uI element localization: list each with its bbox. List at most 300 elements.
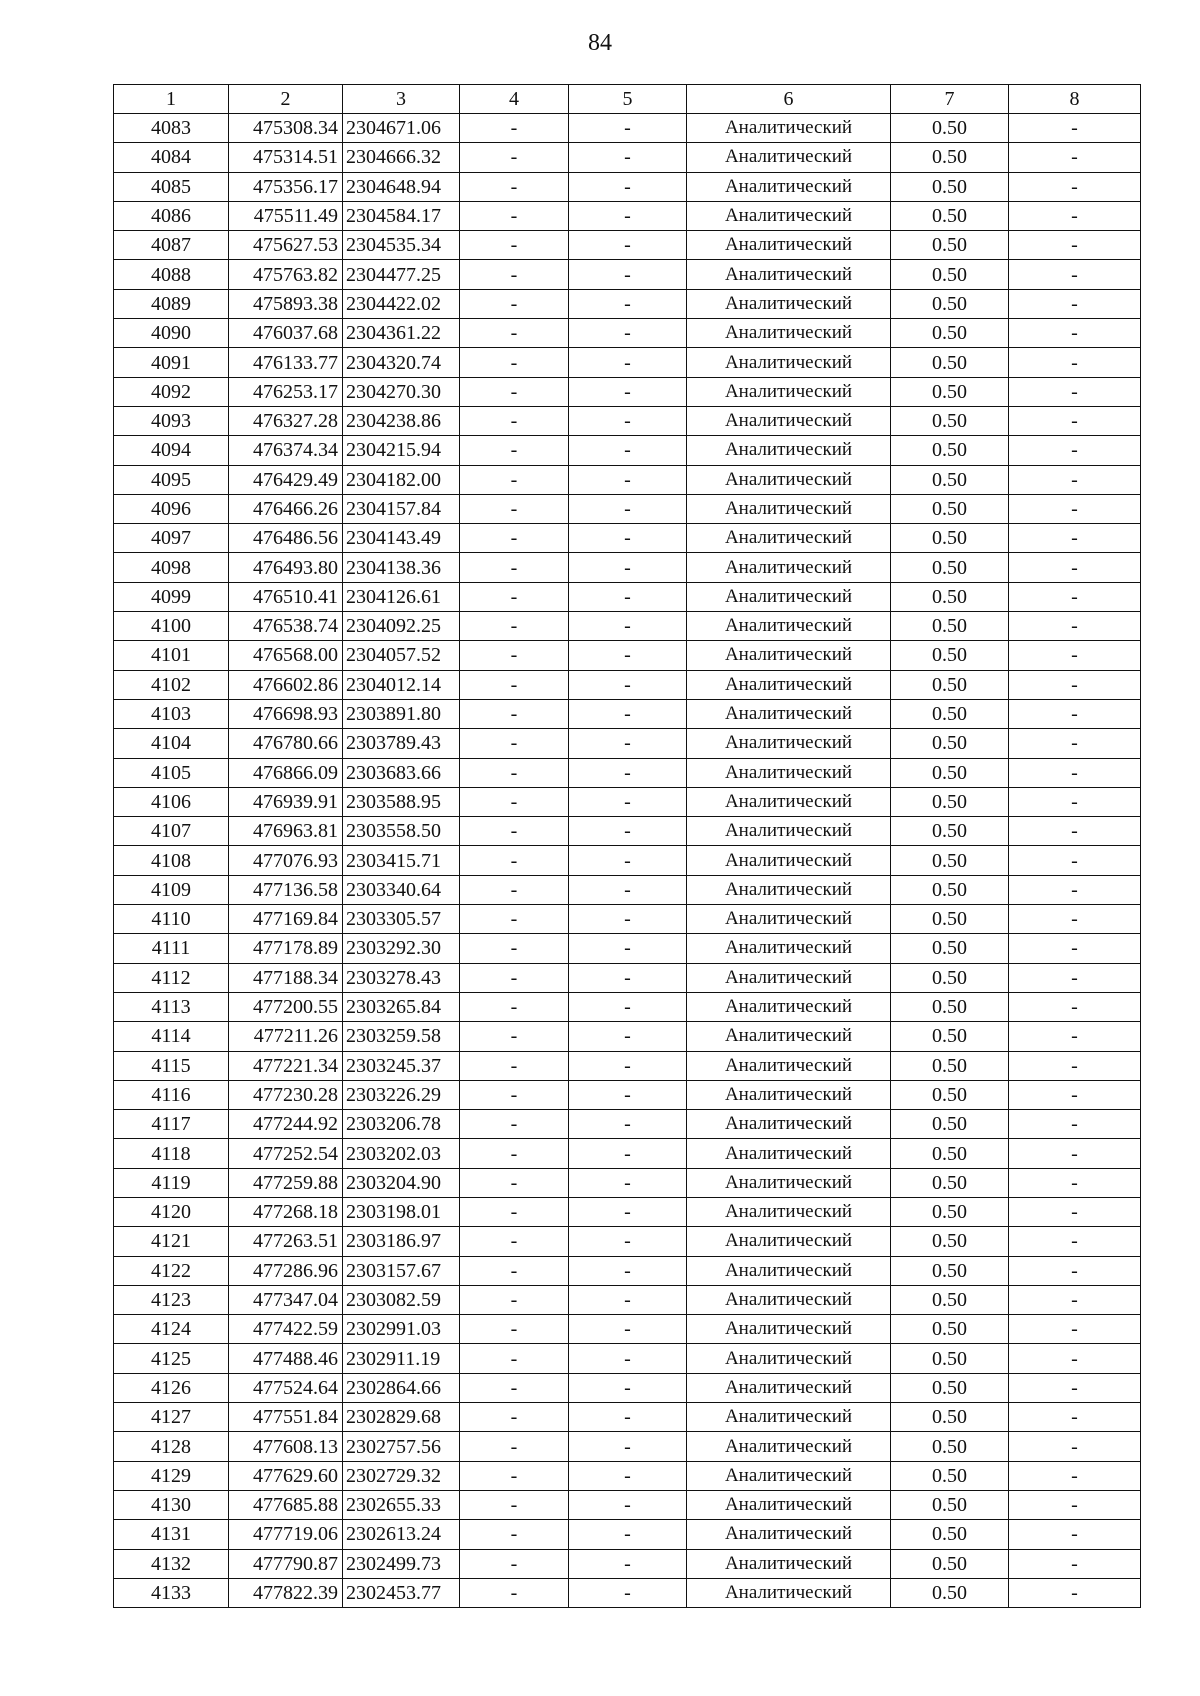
column-4-cell: - xyxy=(460,465,569,494)
method-cell: Аналитический xyxy=(687,1168,891,1197)
column-5-cell: - xyxy=(569,1227,687,1256)
accuracy-cell: 0.50 xyxy=(891,1490,1009,1519)
accuracy-cell: 0.50 xyxy=(891,1373,1009,1402)
column-5-cell: - xyxy=(569,1285,687,1314)
table-row xyxy=(114,1315,1141,1344)
y-coordinate-cell: 2304535.34 xyxy=(343,231,460,260)
column-4-cell: - xyxy=(460,494,569,523)
x-coordinate-cell: 477268.18 xyxy=(229,1197,343,1226)
table-row xyxy=(114,670,1141,699)
y-coordinate-cell: 2304215.94 xyxy=(343,436,460,465)
column-4-cell: - xyxy=(460,934,569,963)
y-coordinate-cell: 2303891.80 xyxy=(343,699,460,728)
table-row xyxy=(114,1403,1141,1432)
y-coordinate-cell: 2302453.77 xyxy=(343,1578,460,1607)
method-cell: Аналитический xyxy=(687,1461,891,1490)
point-number-cell: 4131 xyxy=(114,1520,229,1549)
column-4-cell: - xyxy=(460,1578,569,1607)
table-row xyxy=(114,641,1141,670)
x-coordinate-cell: 476866.09 xyxy=(229,758,343,787)
method-cell: Аналитический xyxy=(687,348,891,377)
column-5-cell: - xyxy=(569,582,687,611)
method-cell: Аналитический xyxy=(687,875,891,904)
accuracy-cell: 0.50 xyxy=(891,289,1009,318)
column-8-cell: - xyxy=(1009,1256,1141,1285)
column-8-cell: - xyxy=(1009,1080,1141,1109)
method-cell: Аналитический xyxy=(687,729,891,758)
point-number-cell: 4115 xyxy=(114,1051,229,1080)
accuracy-cell: 0.50 xyxy=(891,114,1009,143)
column-4-cell: - xyxy=(460,524,569,553)
point-number-cell: 4120 xyxy=(114,1197,229,1226)
column-5-cell: - xyxy=(569,670,687,699)
method-cell: Аналитический xyxy=(687,817,891,846)
point-number-cell: 4123 xyxy=(114,1285,229,1314)
accuracy-cell: 0.50 xyxy=(891,905,1009,934)
y-coordinate-cell: 2302757.56 xyxy=(343,1432,460,1461)
accuracy-cell: 0.50 xyxy=(891,1520,1009,1549)
table-row xyxy=(114,582,1141,611)
table-row xyxy=(114,1080,1141,1109)
table-row xyxy=(114,1549,1141,1578)
method-cell: Аналитический xyxy=(687,699,891,728)
x-coordinate-cell: 477685.88 xyxy=(229,1490,343,1519)
point-number-cell: 4093 xyxy=(114,406,229,435)
table-row xyxy=(114,231,1141,260)
accuracy-cell: 0.50 xyxy=(891,143,1009,172)
column-4-cell: - xyxy=(460,729,569,758)
accuracy-cell: 0.50 xyxy=(891,1168,1009,1197)
accuracy-cell: 0.50 xyxy=(891,934,1009,963)
column-5-cell: - xyxy=(569,1461,687,1490)
column-5-cell: - xyxy=(569,1549,687,1578)
column-5-cell: - xyxy=(569,875,687,904)
point-number-cell: 4097 xyxy=(114,524,229,553)
column-4-cell: - xyxy=(460,846,569,875)
column-8-cell: - xyxy=(1009,1490,1141,1519)
column-8-cell: - xyxy=(1009,260,1141,289)
method-cell: Аналитический xyxy=(687,1080,891,1109)
accuracy-cell: 0.50 xyxy=(891,582,1009,611)
column-5-cell: - xyxy=(569,1168,687,1197)
column-4-cell: - xyxy=(460,231,569,260)
accuracy-cell: 0.50 xyxy=(891,758,1009,787)
column-5-cell: - xyxy=(569,553,687,582)
point-number-cell: 4103 xyxy=(114,699,229,728)
y-coordinate-cell: 2303558.50 xyxy=(343,817,460,846)
table-row xyxy=(114,1227,1141,1256)
column-5-cell: - xyxy=(569,817,687,846)
method-cell: Аналитический xyxy=(687,201,891,230)
column-4-cell: - xyxy=(460,817,569,846)
x-coordinate-cell: 475356.17 xyxy=(229,172,343,201)
y-coordinate-cell: 2303265.84 xyxy=(343,992,460,1021)
y-coordinate-cell: 2302499.73 xyxy=(343,1549,460,1578)
table-row xyxy=(114,1432,1141,1461)
column-4-cell: - xyxy=(460,582,569,611)
column-5-cell: - xyxy=(569,787,687,816)
column-8-cell: - xyxy=(1009,289,1141,318)
column-8-cell: - xyxy=(1009,436,1141,465)
column-8-cell: - xyxy=(1009,905,1141,934)
column-5-cell: - xyxy=(569,1139,687,1168)
point-number-cell: 4090 xyxy=(114,319,229,348)
table-row xyxy=(114,1168,1141,1197)
column-5-cell: - xyxy=(569,1373,687,1402)
table-body xyxy=(114,114,1141,1608)
accuracy-cell: 0.50 xyxy=(891,963,1009,992)
column-5-cell: - xyxy=(569,612,687,641)
y-coordinate-cell: 2304270.30 xyxy=(343,377,460,406)
column-header-2: 2 xyxy=(229,85,343,114)
column-5-cell: - xyxy=(569,289,687,318)
point-number-cell: 4129 xyxy=(114,1461,229,1490)
table-row xyxy=(114,1051,1141,1080)
accuracy-cell: 0.50 xyxy=(891,729,1009,758)
table-row xyxy=(114,494,1141,523)
x-coordinate-cell: 476374.34 xyxy=(229,436,343,465)
column-8-cell: - xyxy=(1009,582,1141,611)
x-coordinate-cell: 475511.49 xyxy=(229,201,343,230)
column-8-cell: - xyxy=(1009,1227,1141,1256)
x-coordinate-cell: 477169.84 xyxy=(229,905,343,934)
method-cell: Аналитический xyxy=(687,905,891,934)
point-number-cell: 4128 xyxy=(114,1432,229,1461)
table-row xyxy=(114,1578,1141,1607)
x-coordinate-cell: 475314.51 xyxy=(229,143,343,172)
point-number-cell: 4095 xyxy=(114,465,229,494)
method-cell: Аналитический xyxy=(687,143,891,172)
accuracy-cell: 0.50 xyxy=(891,260,1009,289)
column-8-cell: - xyxy=(1009,1403,1141,1432)
column-4-cell: - xyxy=(460,1168,569,1197)
x-coordinate-cell: 477259.88 xyxy=(229,1168,343,1197)
point-number-cell: 4117 xyxy=(114,1110,229,1139)
method-cell: Аналитический xyxy=(687,1256,891,1285)
y-coordinate-cell: 2303415.71 xyxy=(343,846,460,875)
x-coordinate-cell: 477076.93 xyxy=(229,846,343,875)
column-5-cell: - xyxy=(569,1022,687,1051)
table-row xyxy=(114,846,1141,875)
column-header-7: 7 xyxy=(891,85,1009,114)
method-cell: Аналитический xyxy=(687,963,891,992)
point-number-cell: 4110 xyxy=(114,905,229,934)
y-coordinate-cell: 2304138.36 xyxy=(343,553,460,582)
point-number-cell: 4098 xyxy=(114,553,229,582)
column-8-cell: - xyxy=(1009,319,1141,348)
y-coordinate-cell: 2303789.43 xyxy=(343,729,460,758)
column-4-cell: - xyxy=(460,1461,569,1490)
method-cell: Аналитический xyxy=(687,992,891,1021)
y-coordinate-cell: 2302613.24 xyxy=(343,1520,460,1549)
accuracy-cell: 0.50 xyxy=(891,787,1009,816)
x-coordinate-cell: 477221.34 xyxy=(229,1051,343,1080)
x-coordinate-cell: 477422.59 xyxy=(229,1315,343,1344)
x-coordinate-cell: 476133.77 xyxy=(229,348,343,377)
x-coordinate-cell: 476327.28 xyxy=(229,406,343,435)
y-coordinate-cell: 2303202.03 xyxy=(343,1139,460,1168)
column-8-cell: - xyxy=(1009,348,1141,377)
method-cell: Аналитический xyxy=(687,1110,891,1139)
method-cell: Аналитический xyxy=(687,172,891,201)
table-row xyxy=(114,524,1141,553)
table-row xyxy=(114,553,1141,582)
column-4-cell: - xyxy=(460,1490,569,1519)
point-number-cell: 4107 xyxy=(114,817,229,846)
column-8-cell: - xyxy=(1009,1578,1141,1607)
x-coordinate-cell: 477488.46 xyxy=(229,1344,343,1373)
column-8-cell: - xyxy=(1009,817,1141,846)
y-coordinate-cell: 2303340.64 xyxy=(343,875,460,904)
column-header-3: 3 xyxy=(343,85,460,114)
coordinates-table xyxy=(113,84,1141,1608)
x-coordinate-cell: 476963.81 xyxy=(229,817,343,846)
column-5-cell: - xyxy=(569,963,687,992)
x-coordinate-cell: 477230.28 xyxy=(229,1080,343,1109)
point-number-cell: 4125 xyxy=(114,1344,229,1373)
accuracy-cell: 0.50 xyxy=(891,641,1009,670)
column-5-cell: - xyxy=(569,143,687,172)
column-5-cell: - xyxy=(569,905,687,934)
x-coordinate-cell: 476037.68 xyxy=(229,319,343,348)
x-coordinate-cell: 476429.49 xyxy=(229,465,343,494)
method-cell: Аналитический xyxy=(687,1373,891,1402)
column-4-cell: - xyxy=(460,1227,569,1256)
method-cell: Аналитический xyxy=(687,377,891,406)
table-row xyxy=(114,1022,1141,1051)
accuracy-cell: 0.50 xyxy=(891,875,1009,904)
x-coordinate-cell: 476602.86 xyxy=(229,670,343,699)
column-5-cell: - xyxy=(569,992,687,1021)
accuracy-cell: 0.50 xyxy=(891,817,1009,846)
accuracy-cell: 0.50 xyxy=(891,1403,1009,1432)
table-row xyxy=(114,934,1141,963)
column-5-cell: - xyxy=(569,260,687,289)
y-coordinate-cell: 2304092.25 xyxy=(343,612,460,641)
point-number-cell: 4100 xyxy=(114,612,229,641)
column-5-cell: - xyxy=(569,1110,687,1139)
column-8-cell: - xyxy=(1009,524,1141,553)
column-8-cell: - xyxy=(1009,787,1141,816)
column-5-cell: - xyxy=(569,231,687,260)
table-row xyxy=(114,905,1141,934)
point-number-cell: 4118 xyxy=(114,1139,229,1168)
method-cell: Аналитический xyxy=(687,1139,891,1168)
column-8-cell: - xyxy=(1009,231,1141,260)
y-coordinate-cell: 2304320.74 xyxy=(343,348,460,377)
column-5-cell: - xyxy=(569,641,687,670)
table-row xyxy=(114,817,1141,846)
accuracy-cell: 0.50 xyxy=(891,1432,1009,1461)
point-number-cell: 4126 xyxy=(114,1373,229,1402)
point-number-cell: 4122 xyxy=(114,1256,229,1285)
table-row xyxy=(114,699,1141,728)
accuracy-cell: 0.50 xyxy=(891,436,1009,465)
column-5-cell: - xyxy=(569,524,687,553)
y-coordinate-cell: 2303292.30 xyxy=(343,934,460,963)
x-coordinate-cell: 475893.38 xyxy=(229,289,343,318)
column-4-cell: - xyxy=(460,436,569,465)
method-cell: Аналитический xyxy=(687,260,891,289)
x-coordinate-cell: 477551.84 xyxy=(229,1403,343,1432)
accuracy-cell: 0.50 xyxy=(891,1139,1009,1168)
column-8-cell: - xyxy=(1009,465,1141,494)
table-header xyxy=(114,85,1141,114)
page-number: 84 xyxy=(588,30,612,56)
table-row xyxy=(114,1256,1141,1285)
y-coordinate-cell: 2302911.19 xyxy=(343,1344,460,1373)
column-4-cell: - xyxy=(460,1022,569,1051)
column-4-cell: - xyxy=(460,377,569,406)
y-coordinate-cell: 2304143.49 xyxy=(343,524,460,553)
column-4-cell: - xyxy=(460,963,569,992)
accuracy-cell: 0.50 xyxy=(891,1461,1009,1490)
accuracy-cell: 0.50 xyxy=(891,524,1009,553)
column-8-cell: - xyxy=(1009,143,1141,172)
column-8-cell: - xyxy=(1009,1432,1141,1461)
method-cell: Аналитический xyxy=(687,1520,891,1549)
table-row xyxy=(114,758,1141,787)
x-coordinate-cell: 477822.39 xyxy=(229,1578,343,1607)
header-row xyxy=(114,85,1141,114)
column-8-cell: - xyxy=(1009,1373,1141,1402)
accuracy-cell: 0.50 xyxy=(891,377,1009,406)
point-number-cell: 4127 xyxy=(114,1403,229,1432)
x-coordinate-cell: 477524.64 xyxy=(229,1373,343,1402)
x-coordinate-cell: 476538.74 xyxy=(229,612,343,641)
column-5-cell: - xyxy=(569,1578,687,1607)
method-cell: Аналитический xyxy=(687,582,891,611)
x-coordinate-cell: 476466.26 xyxy=(229,494,343,523)
column-4-cell: - xyxy=(460,670,569,699)
x-coordinate-cell: 477629.60 xyxy=(229,1461,343,1490)
column-header-6: 6 xyxy=(687,85,891,114)
method-cell: Аналитический xyxy=(687,524,891,553)
accuracy-cell: 0.50 xyxy=(891,231,1009,260)
method-cell: Аналитический xyxy=(687,319,891,348)
point-number-cell: 4101 xyxy=(114,641,229,670)
column-4-cell: - xyxy=(460,406,569,435)
point-number-cell: 4094 xyxy=(114,436,229,465)
accuracy-cell: 0.50 xyxy=(891,1227,1009,1256)
column-4-cell: - xyxy=(460,1432,569,1461)
point-number-cell: 4104 xyxy=(114,729,229,758)
y-coordinate-cell: 2302655.33 xyxy=(343,1490,460,1519)
accuracy-cell: 0.50 xyxy=(891,1110,1009,1139)
column-8-cell: - xyxy=(1009,172,1141,201)
column-8-cell: - xyxy=(1009,1285,1141,1314)
table-row xyxy=(114,172,1141,201)
column-8-cell: - xyxy=(1009,1315,1141,1344)
point-number-cell: 4121 xyxy=(114,1227,229,1256)
point-number-cell: 4108 xyxy=(114,846,229,875)
column-8-cell: - xyxy=(1009,641,1141,670)
table-row xyxy=(114,1139,1141,1168)
column-4-cell: - xyxy=(460,612,569,641)
y-coordinate-cell: 2304012.14 xyxy=(343,670,460,699)
column-8-cell: - xyxy=(1009,992,1141,1021)
table-row xyxy=(114,612,1141,641)
column-4-cell: - xyxy=(460,1520,569,1549)
y-coordinate-cell: 2303082.59 xyxy=(343,1285,460,1314)
x-coordinate-cell: 477178.89 xyxy=(229,934,343,963)
column-5-cell: - xyxy=(569,1432,687,1461)
table-row xyxy=(114,143,1141,172)
column-8-cell: - xyxy=(1009,1110,1141,1139)
accuracy-cell: 0.50 xyxy=(891,494,1009,523)
table-row xyxy=(114,729,1141,758)
table-row xyxy=(114,1520,1141,1549)
column-8-cell: - xyxy=(1009,1461,1141,1490)
accuracy-cell: 0.50 xyxy=(891,553,1009,582)
method-cell: Аналитический xyxy=(687,1578,891,1607)
point-number-cell: 4089 xyxy=(114,289,229,318)
method-cell: Аналитический xyxy=(687,1432,891,1461)
y-coordinate-cell: 2302829.68 xyxy=(343,1403,460,1432)
method-cell: Аналитический xyxy=(687,289,891,318)
point-number-cell: 4102 xyxy=(114,670,229,699)
x-coordinate-cell: 476510.41 xyxy=(229,582,343,611)
method-cell: Аналитический xyxy=(687,114,891,143)
table-row xyxy=(114,260,1141,289)
column-5-cell: - xyxy=(569,1197,687,1226)
y-coordinate-cell: 2304671.06 xyxy=(343,114,460,143)
table-row xyxy=(114,406,1141,435)
x-coordinate-cell: 476493.80 xyxy=(229,553,343,582)
table-row xyxy=(114,319,1141,348)
column-8-cell: - xyxy=(1009,934,1141,963)
y-coordinate-cell: 2304238.86 xyxy=(343,406,460,435)
column-4-cell: - xyxy=(460,1344,569,1373)
x-coordinate-cell: 475763.82 xyxy=(229,260,343,289)
column-header-5: 5 xyxy=(569,85,687,114)
column-5-cell: - xyxy=(569,1080,687,1109)
point-number-cell: 4119 xyxy=(114,1168,229,1197)
column-header-1: 1 xyxy=(114,85,229,114)
table-row xyxy=(114,114,1141,143)
accuracy-cell: 0.50 xyxy=(891,1344,1009,1373)
table-row xyxy=(114,1285,1141,1314)
column-4-cell: - xyxy=(460,905,569,934)
table-row xyxy=(114,875,1141,904)
column-5-cell: - xyxy=(569,1315,687,1344)
point-number-cell: 4112 xyxy=(114,963,229,992)
method-cell: Аналитический xyxy=(687,1197,891,1226)
column-5-cell: - xyxy=(569,436,687,465)
table-row xyxy=(114,1373,1141,1402)
point-number-cell: 4105 xyxy=(114,758,229,787)
column-8-cell: - xyxy=(1009,377,1141,406)
method-cell: Аналитический xyxy=(687,612,891,641)
column-4-cell: - xyxy=(460,1403,569,1432)
column-4-cell: - xyxy=(460,1373,569,1402)
y-coordinate-cell: 2302864.66 xyxy=(343,1373,460,1402)
column-8-cell: - xyxy=(1009,1022,1141,1051)
column-8-cell: - xyxy=(1009,670,1141,699)
y-coordinate-cell: 2304182.00 xyxy=(343,465,460,494)
column-5-cell: - xyxy=(569,758,687,787)
y-coordinate-cell: 2304361.22 xyxy=(343,319,460,348)
table-row xyxy=(114,787,1141,816)
column-header-4: 4 xyxy=(460,85,569,114)
accuracy-cell: 0.50 xyxy=(891,1285,1009,1314)
column-8-cell: - xyxy=(1009,553,1141,582)
column-4-cell: - xyxy=(460,114,569,143)
y-coordinate-cell: 2304648.94 xyxy=(343,172,460,201)
y-coordinate-cell: 2304477.25 xyxy=(343,260,460,289)
method-cell: Аналитический xyxy=(687,436,891,465)
point-number-cell: 4088 xyxy=(114,260,229,289)
